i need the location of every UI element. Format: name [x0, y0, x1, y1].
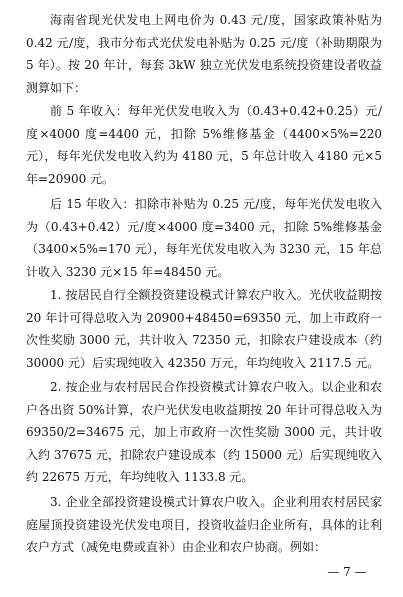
paragraph-enterprise-investment-mode: 3. 企业全部投资建设模式计算农户收入。企业利用农村居民家庭屋顶投资建设光伏发电项目，投资收益归企业所有，具体的让利农户方式（减免电费或直补）由企业和农户协商。例如： — [26, 495, 382, 555]
paragraph-first-5-years-income: 前 5 年收入：每年光伏发电收入为（0.43+0.42+0.25）元/度×4000 度=4400 元，扣除 5%维修基金（4400×5%=220 元），每年光伏发电收入约为 4180 元，5 年总计收入 4180 元×5 年=20900 元。 — [26, 104, 382, 186]
paragraph-cooperative-investment-mode: 2. 按企业与农村居民合作投资模式计算农户收入。以企业和农户各出资 50%计算，农户光伏发电收益期按 20 年计可得总收入为 69350/2=34675 元，加上市政府一次性奖励 3000 元，共计收入约 37675 元，扣除农户建设成本（约 15000 元）后实现纯收入约 22675 万元，年均纯收入 1133.8 元。 — [26, 380, 382, 485]
paragraph-self-investment-mode: 1. 按居民自行全额投资建设模式计算农户收入。光伏收益期按 20 年计可得总收入为 20900+48450=69350 元，加上市政府一次性奖励 3000 元，共计收入 72350 元，扣除农户建设成本（约 30000 元）后实现纯收入 42350 万元，年均纯收入 2117.5 元。 — [26, 288, 382, 370]
paragraph-last-15-years-income: 后 15 年收入：扣除市补贴为 0.25 元/度，每年光伏发电收入为（0.43+0.42）元/度×4000 度=3400 元，扣除 5%维修基金（3400×5%=170 元），每年光伏发电收入为 3230 元，15 年总计收入 3230 元×15 年=48450 元。 — [26, 197, 382, 279]
page-number: — 7 — — [327, 565, 367, 579]
paragraph-electricity-prices: 海南省现光伏发电上网电价为 0.43 元/度，国家政策补贴为 0.42 元/度，我市分布式光伏发电补贴为 0.25 元/度（补助期限为 5 年）。按 20 年计，每套 3kW 独立光伏发电系统投资建设者收益测算如下： — [26, 13, 382, 95]
